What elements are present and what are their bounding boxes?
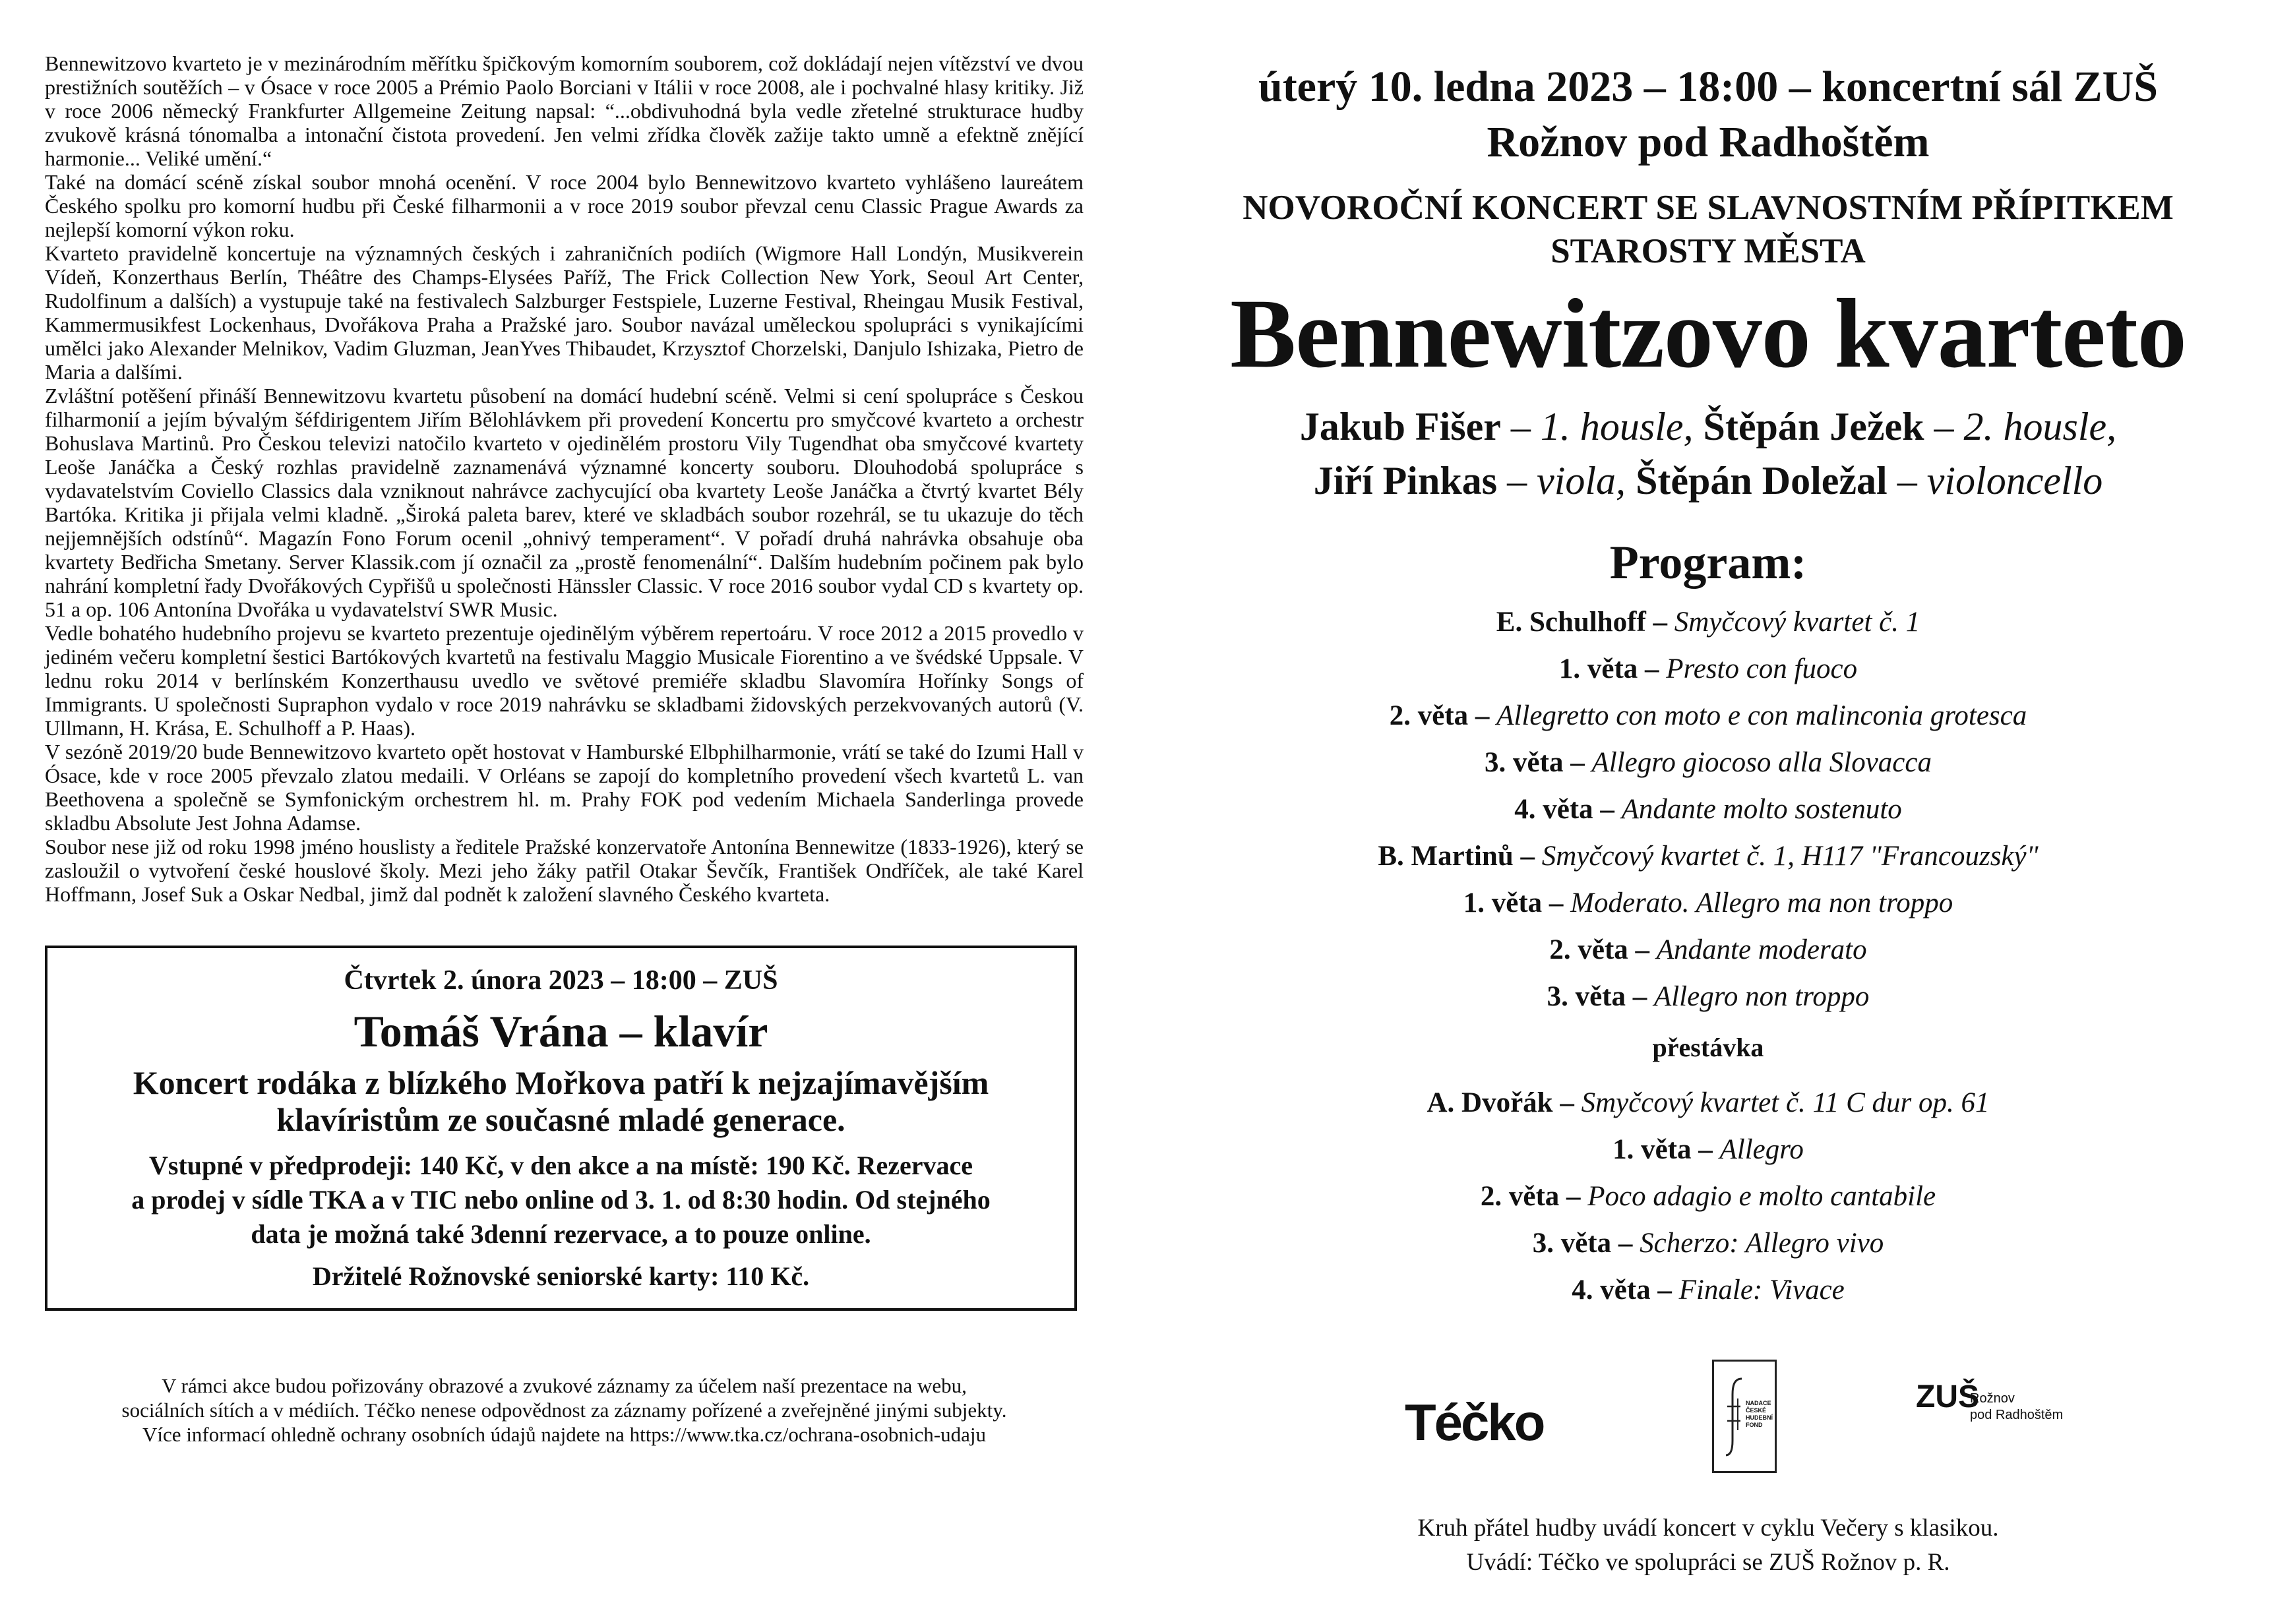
program-label: 1. věta –: [1612, 1134, 1720, 1165]
program-work: Poco adagio e molto cantabile: [1587, 1181, 1936, 1212]
next-concert-description: [67, 1064, 1055, 1138]
subtitle-line: NOVOROČNÍ KONCERT SE SLAVNOSTNÍM PŘÍPITKEM: [1243, 189, 2174, 227]
zus-line: Rožnov: [1970, 1391, 2015, 1406]
gdpr-notice: [45, 1373, 1084, 1447]
program-label: 2. věta –: [1480, 1181, 1588, 1212]
program-item: [1181, 1220, 2236, 1267]
right-column: [1181, 59, 2236, 1580]
description-line: klavíristům ze současné mladé generace.: [276, 1101, 845, 1138]
program-item: [1181, 1267, 2236, 1313]
player-role: 2. housle,: [1963, 405, 2117, 448]
program-work: Andante moderato: [1656, 934, 1867, 965]
ticket-line: data je možná také 3denní rezervace, a to pouze online.: [251, 1219, 871, 1249]
players-line: [1181, 454, 2236, 508]
program-label: 2. věta –: [1389, 700, 1497, 731]
program-work: Moderato. Allegro ma non troppo: [1570, 887, 1953, 918]
footer-line: Kruh přátel hudby uvádí koncert v cyklu Večery s klasikou.: [1417, 1515, 1999, 1542]
gdpr-line: V rámci akce budou pořizovány obrazové a zvukové záznamy za účelem naší prezentace na webu,: [162, 1374, 967, 1397]
program-item: [1181, 880, 2236, 926]
program-item: [1181, 739, 2236, 786]
separator: –: [1497, 459, 1537, 502]
nadace-logo: [1712, 1360, 1777, 1473]
gdpr-line[interactable]: Více informací ohledně ochrany osobních údajů najdete na https://www.tka.cz/ochrana-osobnich-udaju: [142, 1423, 986, 1446]
program-list-part2: [1181, 1079, 2236, 1313]
footer-line: Uvádí: Téčko ve spolupráci se ZUŠ Rožnov p. R.: [1466, 1549, 1950, 1576]
senior-price: Držitelé Rožnovské seniorské karty: 110 Kč.: [312, 1261, 810, 1291]
player-role: violoncello: [1926, 459, 2103, 502]
sponsor-logos: [1181, 1360, 2236, 1485]
program-label: 3. věta –: [1547, 981, 1654, 1012]
bio-paragraph: Zvláštní potěšení přináší Bennewitzovu kvartetu působení na domácí hudební scéně. Velmi si cení spolupráce s Českou filharmonií a jejím bývalým šéfdirigentem Jiřím Bělohlávkem při provedení Koncertu pro smyčcové kvarteto a orchestr Bohuslava Martinů. Pro Českou televizi natočilo kvarteto v ojedinělém prostoru Vily Tugendhat oba smyčcové kvartety Leoše Janáčka a Český rozhlas pravidelně zaznamenává významné koncerty souboru. Dlouhodobá spolupráce s vydavatelstvím Coviello Classics dala vzniknout nahrávce zachycující oba kvartety Leoše Janáčka a čtvrtý kvartet Bély Bartóka. Kritika ji přijala velmi kladně. „Široká paleta barev, které ve skladbách soubor rozehrál, se tu ukazuje do těch nejjemnějších odstínů“. Magazín Fono Forum ocenil „ohnivý temperament“. V pořadí druhá nahrávka obsahuje oba kvartety Bedřicha Smetany. Server Klassik.com jí označil za „prostě fenomenální“. Dalším hudebním počinem pak bylo nahrání kompletní řady Dvořákových Cypřišů u společnosti Hänssler Classic. V roce 2016 soubor vydal CD s kvartety op. 51 a op. 106 Antonína Dvořáka u vydavatelství SWR Music.: [45, 384, 1084, 621]
gdpr-line: sociálních sítích a v médiích. Téčko nenese odpovědnost za záznamy pořízené a zveřejněné jinými subjekty.: [121, 1398, 1007, 1422]
concert-location-line: Rožnov pod Radhoštěm: [1487, 118, 1930, 166]
concert-subtitle: [1181, 186, 2236, 273]
program-work: Allegro giocoso alla Slovacca: [1591, 747, 1932, 778]
player-name: Štěpán Ježek: [1703, 405, 1924, 448]
player-role: viola,: [1537, 459, 1626, 502]
ticket-line: a prodej v sídle TKA a v TIC nebo online od 3. 1. od 8:30 hodin. Od stejného: [131, 1185, 991, 1215]
next-concert-box: [45, 946, 1077, 1311]
intermission-label: přestávka: [1652, 1033, 1764, 1062]
next-concert-date: Čtvrtek 2. února 2023 – 18:00 – ZUŠ: [344, 965, 778, 996]
tecko-logo: Téčko: [1405, 1393, 1544, 1451]
program-item: [1181, 973, 2236, 1020]
program-label: A. Dvořák –: [1427, 1087, 1581, 1118]
nadace-text: NADACE ČESKÉ HUDEBNÍ FOND: [1746, 1400, 1773, 1428]
players-line: [1181, 400, 2236, 454]
program-work: Smyčcový kvartet č. 11 C dur op. 61: [1581, 1087, 1990, 1118]
player-name: Jakub Fišer: [1299, 405, 1501, 448]
next-concert-artist: Tomáš Vrána – klavír: [353, 1006, 768, 1056]
zus-text: [1970, 1391, 2063, 1424]
program-list-part1: [1181, 599, 2236, 1020]
subtitle-line: STAROSTY MĚSTA: [1550, 232, 1866, 270]
program-label: E. Schulhoff –: [1496, 607, 1674, 638]
program-label: 3. věta –: [1532, 1228, 1640, 1259]
program-work: Allegro: [1719, 1134, 1804, 1165]
concert-date-line: úterý 10. ledna 2023 – 18:00 – koncertní sál ZUŠ: [1258, 63, 2159, 111]
program-label: 1. věta –: [1558, 653, 1667, 684]
program-item: [1181, 786, 2236, 833]
players: [1181, 400, 2236, 508]
program-item: [1181, 833, 2236, 880]
program-label: 4. věta –: [1572, 1275, 1679, 1306]
bio-paragraph: Soubor nese již od roku 1998 jméno houslisty a ředitele Pražské konzervatoře Antonína Bennewitze (1833-1926), který se zasloužil o vytvoření české houslové školy. Mezi jeho žáky patřil Otakar Ševčík, František Ondříček, ale také Karel Hoffmann, Josef Suk a Oskar Nedbal, jimž dal podnět k založení slavného Českého kvarteta.: [45, 835, 1084, 906]
program-item: [1181, 1173, 2236, 1220]
program-item: [1181, 926, 2236, 973]
program-label: 4. věta –: [1514, 794, 1622, 825]
ticket-info: [67, 1149, 1055, 1251]
ensemble-title: Bennewitzovo kvarteto: [1230, 279, 2186, 388]
program-work: Finale: Vivace: [1678, 1275, 1845, 1306]
program-work: Smyčcový kvartet č. 1: [1674, 607, 1920, 638]
program-work: Presto con fuoco: [1666, 653, 1858, 684]
bio-paragraph: V sezóně 2019/20 bude Bennewitzovo kvarteto opět hostovat v Hamburské Elbphilharmonie, vrátí se také do Izumi Hall v Ósace, kde v roce 2005 převzalo zlatou medaili. V Orléans se zapojí do kompletního provedení všech kvartetů L. van Beethovena a společně se Symfonickým orchestrem hl. m. Prahy FOK pod vedením Michaela Sanderlinga provede skladbu Absolute Jest Johna Adamse.: [45, 740, 1084, 835]
program-item: [1181, 646, 2236, 692]
program-label: B. Martinů –: [1378, 841, 1542, 872]
program-label: 1. věta –: [1463, 887, 1571, 918]
description-line: Koncert rodáka z blízkého Mořkova patří k nejzajímavějším: [133, 1064, 989, 1101]
program-item: [1181, 1079, 2236, 1126]
bio-paragraph: Vedle bohatého hudebního projevu se kvarteto prezentuje ojedinělým výběrem repertoáru. V roce 2012 a 2015 provedlo v jediném večeru kompletní šestici Bartókových kvartetů na festivalu Maggio Musicale Fiorentino a ve švédské Uppsale. V lednu roku 2014 v berlínském Konzerthausu uvedlo ve světové premiéře skladbu Slavomíra Hořínky Songs of Immigrants. U společnosti Supraphon vydalo v roce 2019 nahrávku se skladbami židovských perzekvovaných autorů (V. Ullmann, H. Krása, E. Schulhoff a P. Haas).: [45, 621, 1084, 740]
program-work: Allegro non troppo: [1653, 981, 1870, 1012]
zus-mark: ZUŠ: [1916, 1379, 1979, 1414]
player-name: Štěpán Doležal: [1636, 459, 1888, 502]
separator: –: [1924, 405, 1964, 448]
player-role: 1. housle,: [1540, 405, 1694, 448]
concert-date: [1181, 59, 2236, 170]
left-column: [45, 51, 1084, 1447]
zus-line: pod Radhoštěm: [1970, 1408, 2064, 1422]
program-work: Andante molto sostenuto: [1621, 794, 1902, 825]
program-label: 2. věta –: [1549, 934, 1657, 965]
program-item: [1181, 692, 2236, 739]
footer: [1181, 1511, 2236, 1580]
program-item: [1181, 1126, 2236, 1173]
player-name: Jiří Pinkas: [1313, 459, 1498, 502]
program-work: Smyčcový kvartet č. 1, H117 "Francouzský": [1541, 841, 2039, 872]
program-item: [1181, 599, 2236, 646]
ticket-line: Vstupné v předprodeji: 140 Kč, v den akce a na místě: 190 Kč. Rezervace: [148, 1151, 973, 1180]
program-work: Scherzo: Allegro vivo: [1640, 1228, 1884, 1259]
program-heading: Program:: [1609, 536, 1807, 589]
separator: –: [1500, 405, 1541, 448]
program-label: 3. věta –: [1485, 747, 1592, 778]
separator: –: [1887, 459, 1927, 502]
biography: [45, 51, 1084, 906]
bio-paragraph: Také na domácí scéně získal soubor mnohá ocenění. V roce 2004 bylo Bennewitzovo kvarteto vyhlášeno laureátem Českého spolku pro komorní hudbu při České filharmonii a v roce 2019 soubor převzal cenu Classic Prague Awards za nejlepší komorní výkon roku.: [45, 170, 1084, 241]
bio-paragraph: Bennewitzovo kvarteto je v mezinárodním měřítku špičkovým komorním souborem, což dokládají nejen vítězství ve dvou prestižních soutěžích – v Ósace v roce 2005 a Prémio Paolo Borciani v Itálii v roce 2008, ale i pochvalné hlasy kritiky. Již v roce 2006 německý Frankfurter Allgemeine Zeitung napsal: “...obdivuhodná byla vedle zřetelné strukturace hudby zvukově krásná tónomalba a intonační čistota provedení. Jen velmi zřídka člověk zažije takto umně a efektně znějící harmonie... Veliké umění.“: [45, 51, 1084, 170]
program-work: Allegretto con moto e con malinconia grotesca: [1496, 700, 2027, 731]
bio-paragraph: Kvarteto pravidelně koncertuje na významných českých i zahraničních podiích (Wigmore Hall Londýn, Musikverein Vídeň, Konzerthaus Berlín, Théâtre des Champs-Elysées Paříž, The Frick Collection New York, Seoul Art Center, Rudolfinum a dalších) a vystupuje také na festivalech Salzburger Festspiele, Luzerne Festival, Rheingau Musik Festival, Kammermusikfest Lockenhaus, Dvořákova Praha a Pražské jaro. Soubor navázal uměleckou spolupráci s vynikajícími umělci jako Alexander Melnikov, Vadim Gluzman, JeanYves Thibaudet, Krzysztof Chorzelski, Danjulo Ishizaka, Pietro de Maria a dalšími.: [45, 241, 1084, 384]
